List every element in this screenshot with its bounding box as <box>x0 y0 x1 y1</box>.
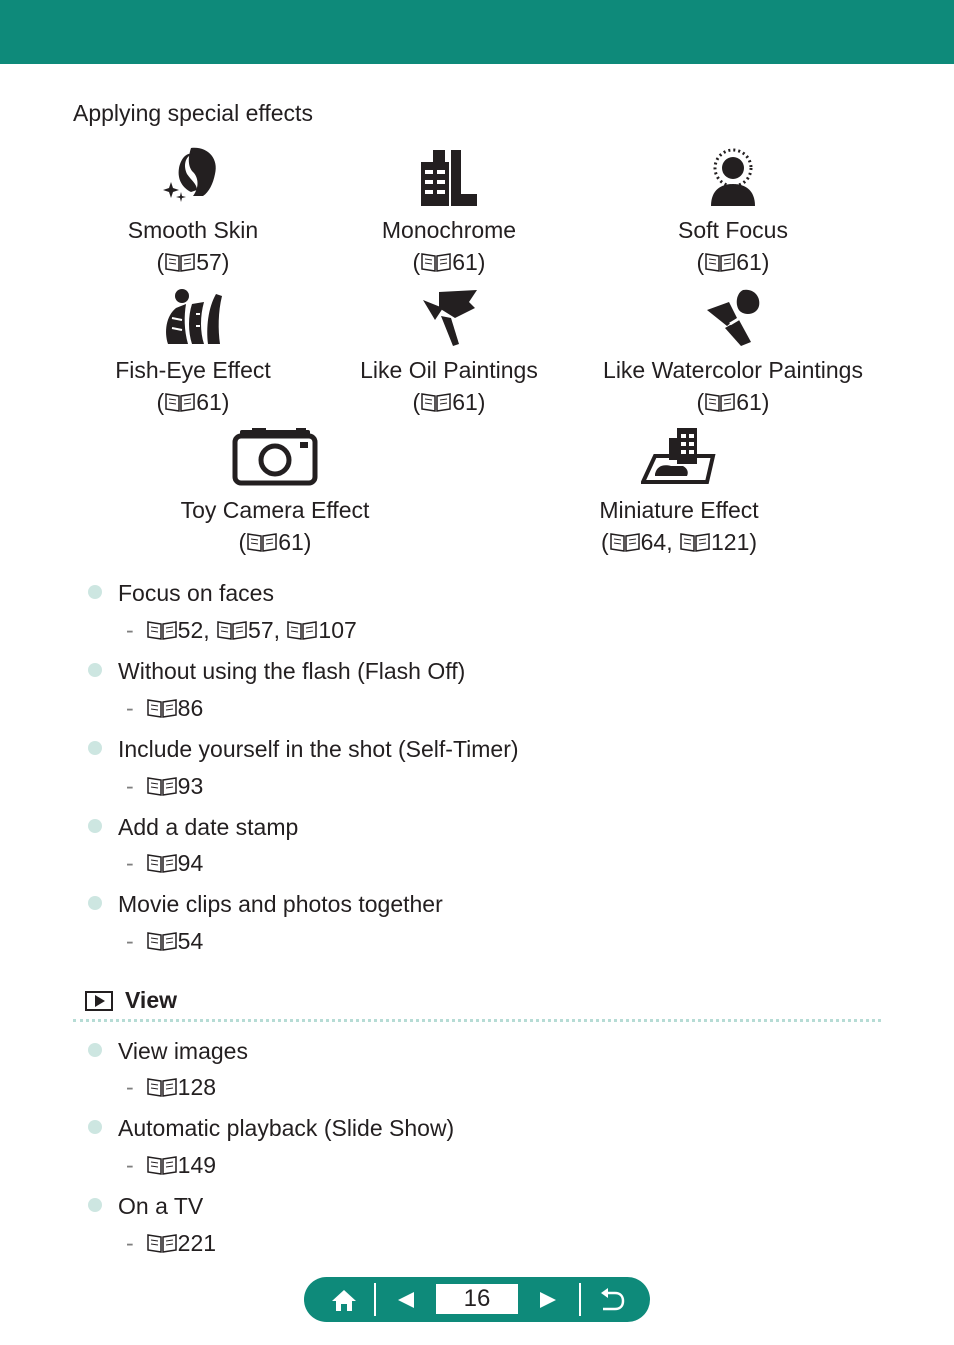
effect-ref: ( 57) <box>156 249 230 275</box>
book-icon <box>146 1076 178 1098</box>
book-icon <box>146 1154 178 1176</box>
fish-eye-icon <box>43 282 343 346</box>
effect-ref: ( 61) <box>696 249 770 275</box>
home-icon <box>330 1288 358 1312</box>
effect-name: Toy Camera Effect <box>180 497 370 523</box>
page-ref[interactable]: - 93 <box>126 773 204 799</box>
page-ref[interactable]: - 52, 57, 107 <box>126 617 357 643</box>
playback-icon <box>85 991 113 1011</box>
page-ref[interactable]: - 86 <box>126 695 204 721</box>
list-item: Add a date stamp <box>88 814 298 841</box>
effect-ref: ( 61) <box>156 389 230 415</box>
list-item: Automatic playback (Slide Show) <box>88 1115 454 1142</box>
effect-watercolor <box>583 282 883 418</box>
book-icon <box>420 391 452 413</box>
book-icon <box>420 251 452 273</box>
effect-name: Monochrome <box>381 217 517 243</box>
effect-ref: ( 64, 121) <box>600 529 758 555</box>
list-item: View images <box>88 1038 248 1065</box>
soft-focus-icon <box>583 142 883 206</box>
next-page-button[interactable] <box>526 1277 570 1322</box>
effect-ref: ( 61) <box>412 249 486 275</box>
effect-ref: ( 61) <box>696 389 770 415</box>
book-icon <box>146 697 178 719</box>
bullet <box>88 663 102 677</box>
book-icon <box>679 531 711 553</box>
book-icon <box>246 531 278 553</box>
smooth-skin-icon <box>43 142 343 206</box>
page-ref[interactable]: - 149 <box>126 1152 217 1178</box>
effect-name: Fish-Eye Effect <box>115 357 271 383</box>
effect-miniature <box>529 422 829 558</box>
oil-painting-icon <box>299 282 599 346</box>
section-title: View <box>125 987 177 1013</box>
book-icon <box>216 619 248 641</box>
effect-toy-camera <box>125 422 425 558</box>
bullet <box>88 1120 102 1134</box>
book-icon <box>704 251 736 273</box>
effect-oil-painting <box>299 282 599 418</box>
bullet <box>88 585 102 599</box>
effect-name: Miniature Effect <box>599 497 759 523</box>
watercolor-icon <box>583 282 883 346</box>
bullet <box>88 896 102 910</box>
page-navigation <box>304 1277 650 1322</box>
book-icon <box>609 531 641 553</box>
nav-divider <box>374 1283 376 1316</box>
home-button[interactable] <box>322 1277 366 1322</box>
list-item: Without using the flash (Flash Off) <box>88 658 465 685</box>
effect-soft-focus <box>583 142 883 278</box>
effect-ref: ( 61) <box>412 389 486 415</box>
section-divider <box>73 1019 881 1022</box>
bullet <box>88 819 102 833</box>
effect-name: Like Watercolor Paintings <box>603 357 863 383</box>
next-icon <box>538 1291 558 1309</box>
header-bar <box>0 0 954 64</box>
book-icon <box>146 930 178 952</box>
effect-smooth-skin <box>43 142 343 278</box>
bullet <box>88 1198 102 1212</box>
page-ref[interactable]: - 94 <box>126 850 204 876</box>
effect-monochrome <box>299 142 599 278</box>
book-icon <box>164 391 196 413</box>
list-item: Focus on faces <box>88 580 274 607</box>
book-icon <box>146 775 178 797</box>
monochrome-icon <box>299 142 599 206</box>
book-icon <box>286 619 318 641</box>
effect-ref: ( 61) <box>238 529 312 555</box>
page-ref[interactable]: - 54 <box>126 928 204 954</box>
toy-camera-icon <box>125 422 425 486</box>
effect-name: Smooth Skin <box>127 217 259 243</box>
nav-divider <box>579 1283 581 1316</box>
page-ref[interactable]: - 128 <box>126 1074 217 1100</box>
list-item: Movie clips and photos together <box>88 891 443 918</box>
miniature-icon <box>529 422 829 486</box>
list-item: On a TV <box>88 1193 203 1220</box>
list-item: Include yourself in the shot (Self-Timer) <box>88 736 519 763</box>
prev-icon <box>396 1291 416 1309</box>
page-ref[interactable]: - 221 <box>126 1230 217 1256</box>
prev-page-button[interactable] <box>384 1277 428 1322</box>
effect-name: Soft Focus <box>678 217 788 243</box>
return-icon <box>599 1288 625 1312</box>
section-intro: Applying special effects <box>73 100 313 126</box>
effect-name: Like Oil Paintings <box>360 357 538 383</box>
bullet <box>88 741 102 755</box>
book-icon <box>164 251 196 273</box>
book-icon <box>146 1232 178 1254</box>
return-button[interactable] <box>590 1277 634 1322</box>
book-icon <box>146 619 178 641</box>
view-section-heading <box>85 987 177 1014</box>
bullet <box>88 1043 102 1057</box>
effect-fish-eye <box>43 282 343 418</box>
book-icon <box>146 852 178 874</box>
page-number[interactable]: 16 <box>436 1284 518 1314</box>
book-icon <box>704 391 736 413</box>
